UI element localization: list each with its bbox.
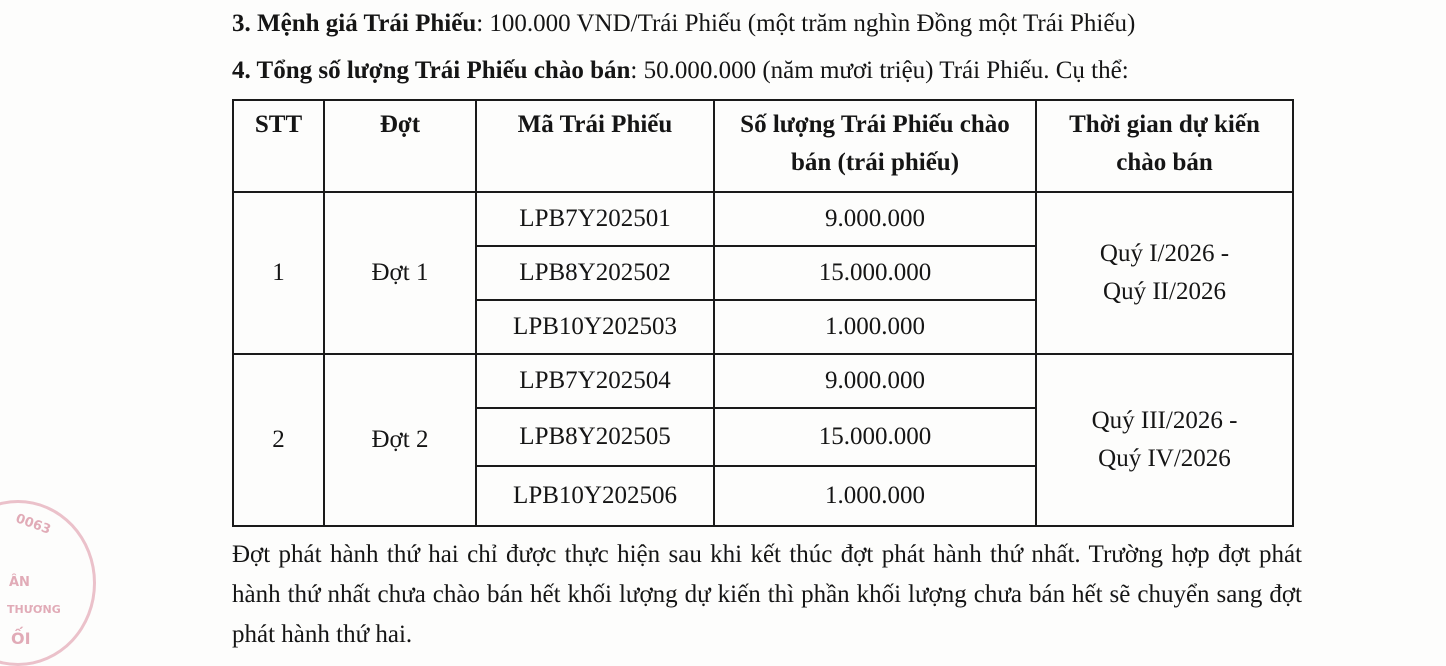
seal-text-3: THƯƠNG (7, 603, 61, 616)
header-bond-code: Mã Trái Phiếu (476, 100, 714, 192)
bond-offering-table (232, 99, 1294, 527)
company-seal (0, 500, 96, 666)
header-dot: Đợt (324, 100, 476, 192)
bond-code-cell: LPB8Y202505 (476, 408, 714, 466)
stt-cell: 1 (233, 192, 324, 354)
issuance-note-paragraph: Đợt phát hành thứ hai chỉ được thực hiện sau khi kết thúc đợt phát hành thứ nhất. Trường hợp đợt phát hành thứ nhất chưa chào bán hết khối lượng dự kiến thì phần khối lượng chưa bán hết sẽ chuyển sang đợt phát hành thứ hai. (232, 541, 1302, 648)
offering-time-cell: Quý I/2026 - Quý II/2026 (1036, 192, 1293, 354)
header-offering-time: Thời gian dự kiến chào bán (1036, 100, 1293, 192)
bond-code-cell: LPB10Y202506 (476, 466, 714, 526)
quantity-cell: 15.000.000 (714, 408, 1036, 466)
quantity-cell: 15.000.000 (714, 246, 1036, 300)
quantity-cell: 1.000.000 (714, 466, 1036, 526)
bond-code-cell: LPB8Y202502 (476, 246, 714, 300)
quantity-cell: 9.000.000 (714, 354, 1036, 408)
quantity-cell: 9.000.000 (714, 192, 1036, 246)
item-3-value: : 100.000 VND/Trái Phiếu (một trăm nghìn Đồng một Trái Phiếu) (476, 10, 1136, 37)
seal-text-1: 0063 (13, 511, 53, 538)
table-header-row (233, 100, 1293, 192)
bond-code-cell: LPB7Y202501 (476, 192, 714, 246)
item-4-label: 4. Tổng số lượng Trái Phiếu chào bán (232, 57, 631, 84)
seal-text-2: ÂN (9, 575, 30, 590)
dot-cell: Đợt 1 (324, 192, 476, 354)
offering-time-cell: Quý III/2026 - Quý IV/2026 (1036, 354, 1293, 526)
item-3-par-value (232, 9, 1135, 39)
item-4-value: : 50.000.000 (năm mươi triệu) Trái Phiếu. Cụ thể: (630, 57, 1129, 84)
quantity-cell: 1.000.000 (714, 300, 1036, 354)
bond-code-cell: LPB10Y202503 (476, 300, 714, 354)
bond-code-cell: LPB7Y202504 (476, 354, 714, 408)
header-stt: STT (233, 100, 324, 192)
table-row (233, 192, 1293, 246)
header-quantity: Số lượng Trái Phiếu chào bán (trái phiếu) (714, 100, 1036, 192)
seal-text-4: ỐI (11, 629, 31, 648)
item-4-total-quantity (232, 56, 1129, 86)
dot-cell: Đợt 2 (324, 354, 476, 526)
table-row (233, 354, 1293, 408)
stt-cell: 2 (233, 354, 324, 526)
item-3-label: 3. Mệnh giá Trái Phiếu (232, 10, 477, 37)
